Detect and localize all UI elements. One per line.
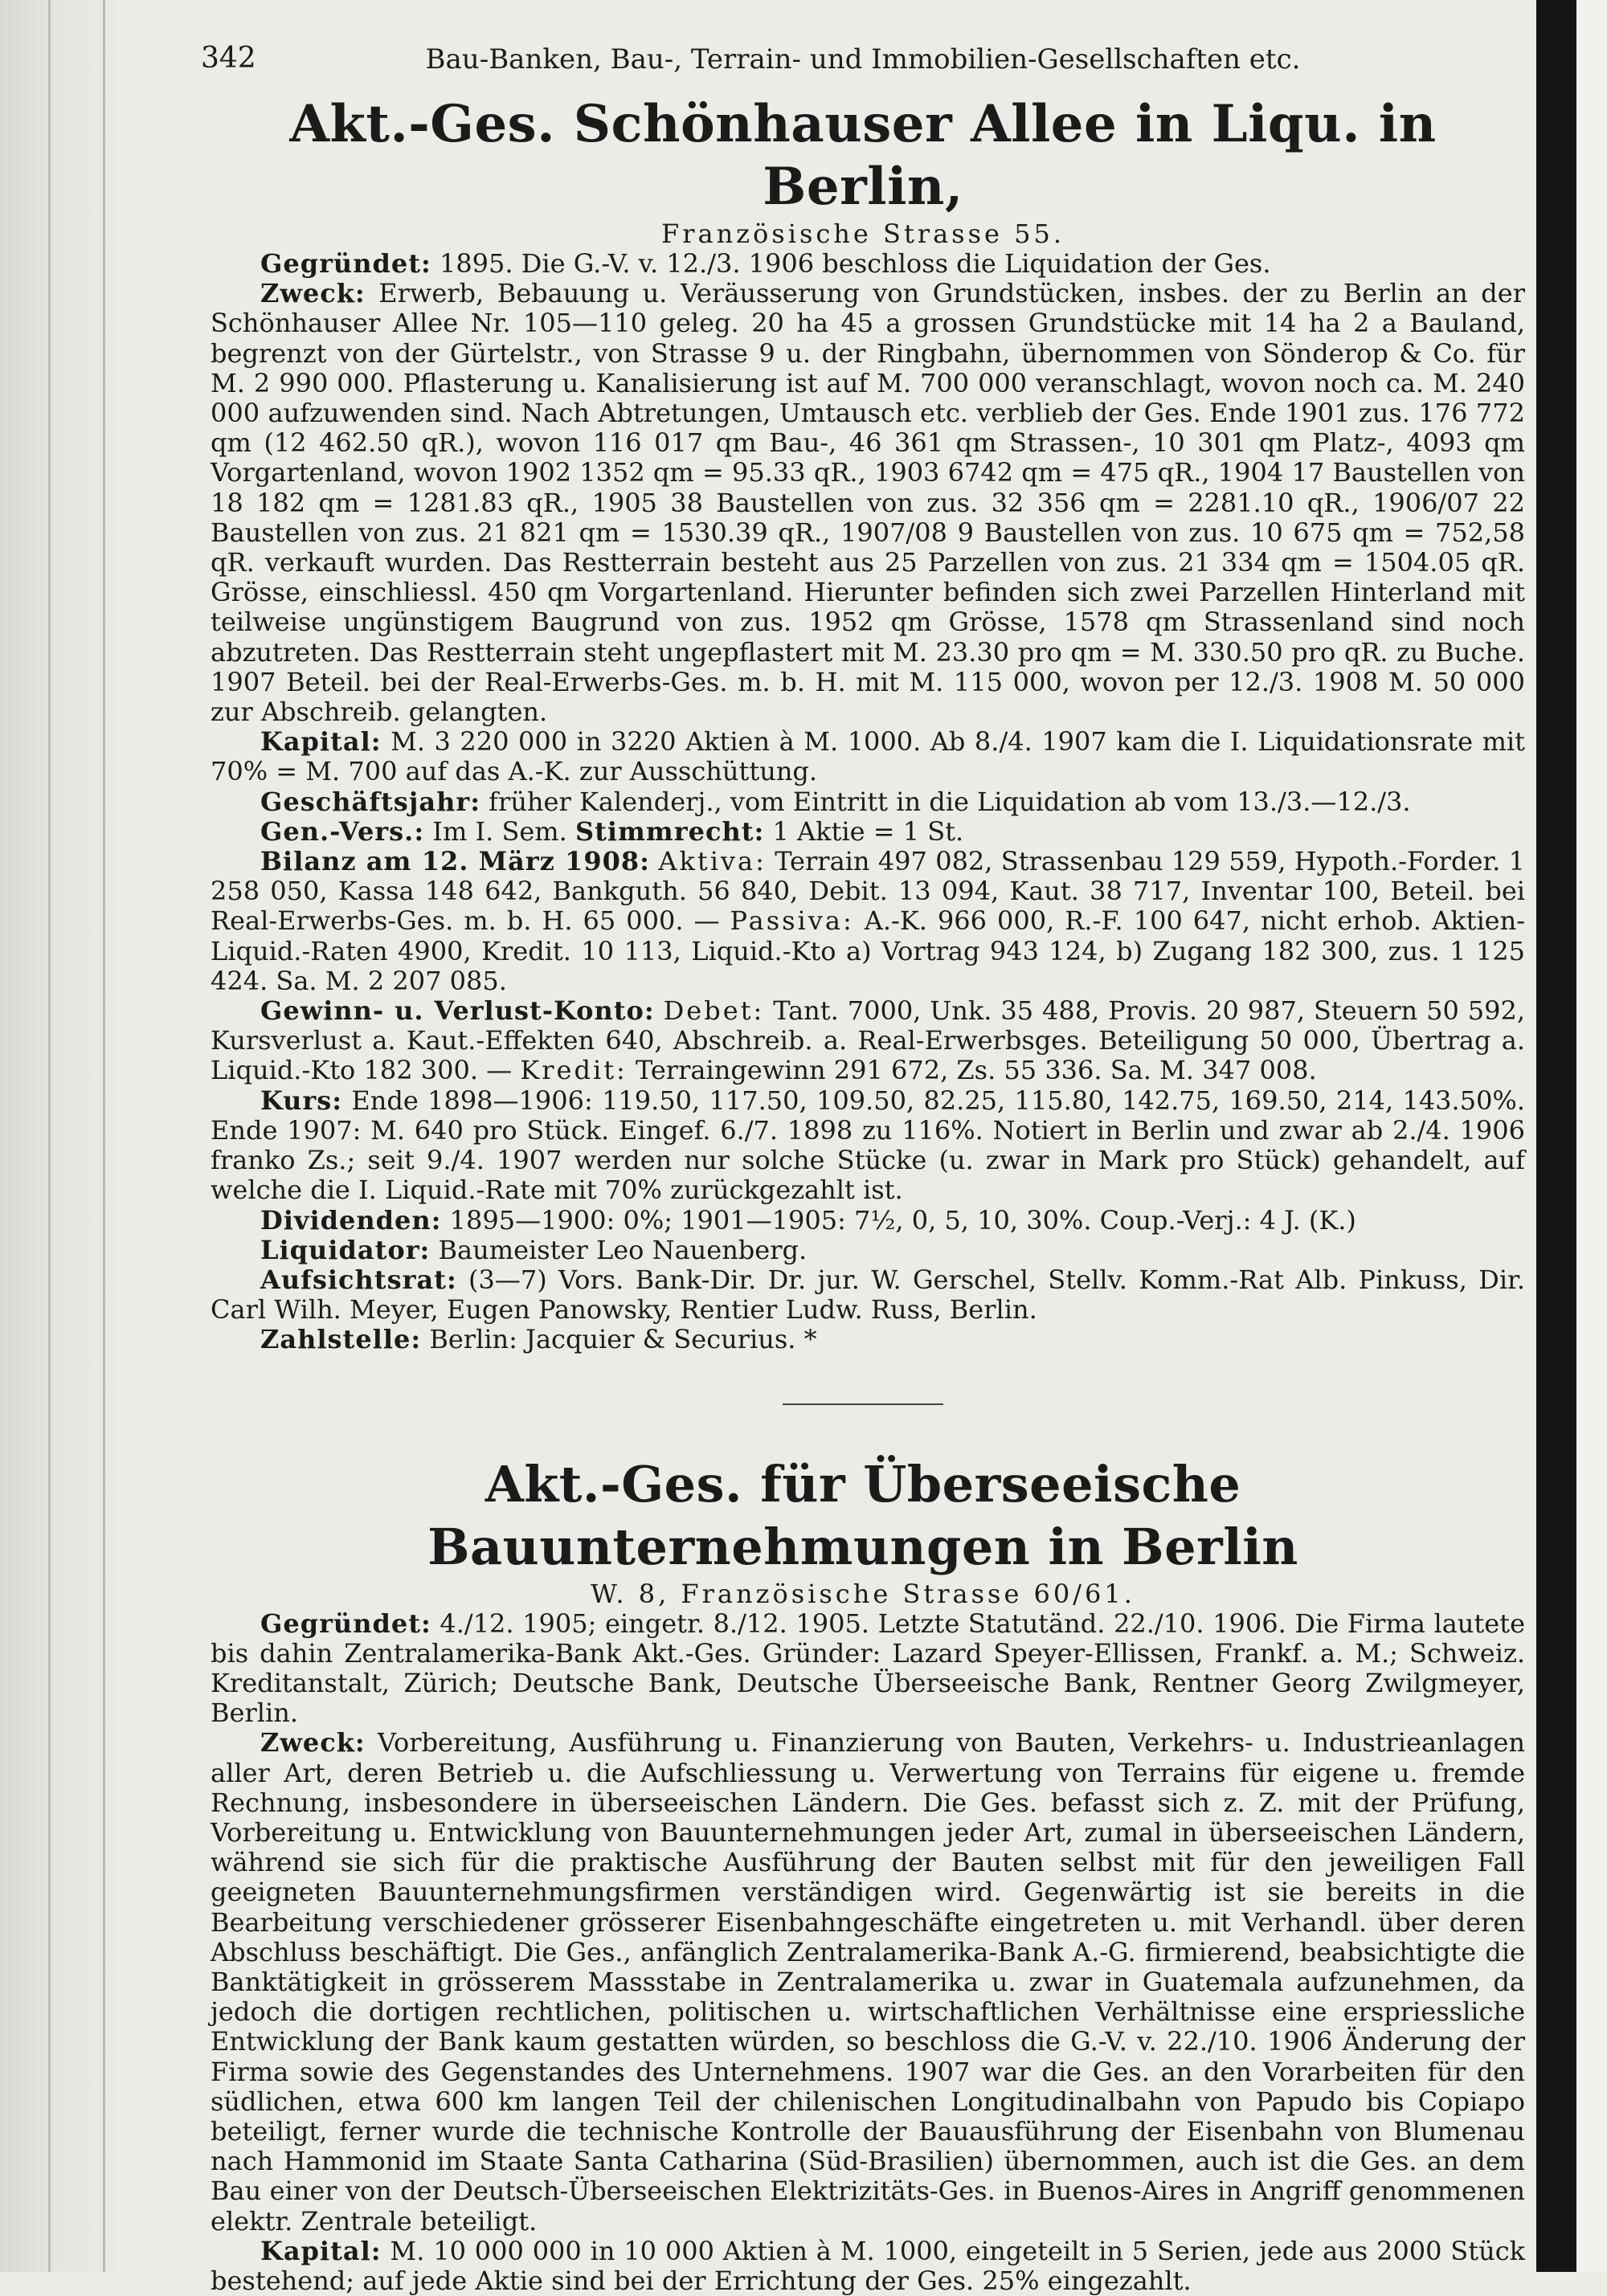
document-page xyxy=(201,31,1525,2296)
section-text: 1895. Die G.-V. v. 12./3. 1906 beschloss die Liquidation der Ges. xyxy=(439,248,1271,279)
section-label: Zweck: xyxy=(260,278,366,309)
aktiva-text: Terrain 497 082, Strassenbau 129 559, Hypoth.-Forder. 1 258 050, Kassa 148 642, Bankguth. 56 840, Debit. 13 094, Kaut. 38 717, Inventar 100, Beteil. bei Real-Erwerbs-Ges. m. b. H. 65 000. — xyxy=(211,846,1526,937)
section-label: Gewinn- u. Verlust-Konto: xyxy=(260,995,655,1027)
section-text: (3—7) Vors. Bank-Dir. Dr. jur. W. Gerschel, Stellv. Komm.-Rat Alb. Pinkuss, Dir. Carl Wilh. Meyer, Eugen Panowsky, Rentier Ludw. Russ, Berlin. xyxy=(211,1264,1526,1326)
section-text: Im I. Sem. xyxy=(432,815,567,847)
section-kapital xyxy=(211,2237,1525,2296)
section-text: Berlin: Jacquier & Securius. * xyxy=(429,1324,817,1355)
kredit-label: Kredit: xyxy=(520,1055,628,1086)
section-label: Dividenden: xyxy=(260,1204,442,1236)
scan-right-shadow xyxy=(1536,0,1576,2272)
section-geschaeftsjahr xyxy=(211,787,1525,817)
section-text: 1 Aktie = 1 St. xyxy=(772,815,964,847)
debet-text: Tant. 7000, Unk. 35 488, Provis. 20 987, Steuern 50 592, Kursverlust a. Kaut.-Effekten 640, Abschreib. a. Real-Erwerbsges. Beteiligung 50 000, Übertrag a. Liquid.-Kto 182 300. — xyxy=(211,995,1525,1086)
company-entry-schoenhauser xyxy=(201,93,1525,1355)
entry-title: Akt.-Ges. Schönhauser Allee in Liqu. in Berlin, xyxy=(289,94,1437,217)
passiva-text: A.-K. 966 000, R.-F. 100 647, nicht erhob. Aktien-Liquid.-Raten 4900, Kredit. 10 113, Liquid.-Kto a) Vortrag 943 124, b) Zugang 182 300, zus. 1 125 424. Sa. M. 2 207 085. xyxy=(211,905,1526,996)
section-label: Kapital: xyxy=(260,2235,382,2266)
section-text: 4./12. 1905; eingetr. 8./12. 1905. Letzte Statutänd. 22./10. 1906. Die Firma lautete bis dahin Zentralamerika-Bank Akt.-Ges. Gründer: Lazard Speyer-Ellissen, Frankf. a. M.; Schweiz. Kreditanstalt, Zürich; Deutsche Bank, Deutsche Überseeische Bank, Rentner Georg Zwilgmeyer, Berlin. xyxy=(211,1608,1526,1729)
section-label: Bilanz am 12. März 1908: xyxy=(260,846,650,877)
scan-margin-rule xyxy=(103,0,105,2272)
section-label: Kapital: xyxy=(260,726,382,758)
section-genvers xyxy=(211,817,1525,847)
section-gewinn xyxy=(211,996,1525,1086)
entry-title: Akt.-Ges. für Überseeische Bauunternehmungen in Berlin xyxy=(427,1454,1298,1576)
section-label: Gegründet: xyxy=(260,1608,431,1639)
scan-margin-rule xyxy=(48,0,51,2272)
entry-address: Französische Strasse 55. xyxy=(660,219,1065,249)
section-kapital xyxy=(211,727,1525,786)
debet-label: Debet: xyxy=(663,995,765,1027)
section-label: Kurs: xyxy=(260,1085,343,1116)
section-label: Stimmrecht: xyxy=(575,815,765,847)
page-number: 342 xyxy=(201,42,256,75)
section-label: Gegründet: xyxy=(260,248,431,279)
section-text: M. 10 000 000 in 10 000 Aktien à M. 1000, eingeteilt in 5 Serien, jede aus 2000 Stück bestehend; auf jede Aktie sind bei der Errichtung der Ges. 25% eingezahlt. xyxy=(211,2235,1526,2296)
running-head xyxy=(201,31,1525,88)
aktiva-label: Aktiva: xyxy=(658,846,767,877)
running-head-title: Bau-Banken, Bau-, Terrain- und Immobilien-Gesellschaften etc. xyxy=(425,43,1301,76)
section-label: Zweck: xyxy=(260,1727,366,1759)
section-text: M. 3 220 000 in 3220 Aktien à M. 1000. Ab 8./4. 1907 kam die I. Liquidationsrate mit 70% = M. 700 auf das A.-K. zur Ausschüttung. xyxy=(211,726,1526,787)
section-gegruendet xyxy=(211,249,1525,279)
section-label: Geschäftsjahr: xyxy=(260,786,480,817)
section-dividenden xyxy=(211,1206,1525,1236)
entry-address: W. 8, Französische Strasse 60/61. xyxy=(591,1578,1135,1609)
section-text: Ende 1898—1906: 119.50, 117.50, 109.50, 82.25, 115.80, 142.75, 169.50, 214, 143.50%. Ende 1907: M. 640 pro Stück. Eingef. 6./7. 1898 zu 116%. Notiert in Berlin und zwar ab 2./4. 1906 franko Zs.; seit 9./4. 1907 werden nur solche Stücke (u. zwar in Mark pro Stück) gehandelt, auf welche die I. Liquid.-Rate mit 70% zurückgezahlt ist. xyxy=(211,1085,1526,1206)
section-text: 1895—1900: 0%; 1901—1905: 7½, 0, 5, 10, 30%. Coup.-Verj.: 4 J. (K.) xyxy=(449,1204,1356,1236)
section-label: Gen.-Vers.: xyxy=(260,815,425,847)
scan-right-edge xyxy=(1576,0,1607,2272)
section-zweck xyxy=(211,279,1525,727)
section-label: Liquidator: xyxy=(260,1234,431,1265)
section-divider xyxy=(783,1403,943,1405)
section-label: Aufsichtsrat: xyxy=(260,1264,457,1295)
passiva-label: Passiva: xyxy=(730,905,854,937)
section-bilanz xyxy=(211,847,1525,996)
section-gegruendet xyxy=(211,1609,1525,1729)
section-text: Vorbereitung, Ausführung u. Finanzierung von Bauten, Verkehrs- u. Industrieanlagen aller Art, deren Betrieb u. die Aufschliessung u. Verwertung von Terrains für eigene u. fremde Rechnung, insbesondere in überseeischen Ländern. Die Ges. befasst sich z. Z. mit der Prüfung, Vorbereitung u. Entwicklung von Bauunternehmungen jeder Art, zumal in überseeischen Ländern, während sie sich für die praktische Ausführung der Bauten selbst mit für den jeweiligen Fall geeigneten Bauunternehmungsfirmen verständigen wird. Gegenwärtig ist sie bereits in die Bearbeitung verschiedener grösserer Eisenbahngeschäfte eingetreten u. mit Verhandl. über deren Abschluss beschäftigt. Die Ges., anfänglich Zentralamerika-Bank A.-G. firmierend, beabsichtigte die Banktätigkeit in grösserem Massstabe in Zentralamerika u. zwar in Guatemala aufzunehmen, da jedoch die dortigen rechtlichen, politischen u. wirtschaftlichen Verhältnisse eine erspriessliche Entwicklung der Bank kaum gestatten würden, so beschloss die G.-V. v. 22./10. 1906 Änderung der Firma sowie des Gegenstandes des Unternehmens. 1907 war die Ges. an den Vorarbeiten für den südlichen, etwa 600 km langen Teil der chilenischen Longitudinalbahn von Papudo bis Copiapo beteiligt, ferner wurde die technische Kontrolle der Bauausführung der Eisenbahn von Blumenau nach Hammonid im Staate Santa Catharina (Süd-Brasilien) übernommen, auch ist die Ges. an dem Bau einer von der Deutsch-Überseeischen Elektrizitäts-Ges. in Buenos-Aires in Angriff genommenen elektr. Zentrale beteiligt. xyxy=(211,1727,1526,2237)
section-kurs xyxy=(211,1086,1525,1206)
company-entry-ueberseeische xyxy=(201,1453,1525,2296)
entry-body xyxy=(201,249,1525,1355)
section-text: früher Kalenderj., vom Eintritt in die Liquidation ab vom 13./3.—12./3. xyxy=(489,786,1411,817)
section-text: Erwerb, Bebauung u. Veräusserung von Grundstücken, insbes. der zu Berlin an der Schönhauser Allee Nr. 105—110 geleg. 20 ha 45 a grossen Grundstücke mit 14 ha 2 a Bauland, begrenzt von der Gürtelstr., von Strasse 9 u. der Ringbahn, übernommen von Sönderop & Co. für M. 2 990 000. Pflasterung u. Kanalisierung ist auf M. 700 000 veranschlagt, wovon noch ca. M. 240 000 aufzuwenden sind. Nach Abtretungen, Umtausch etc. verblieb der Ges. Ende 1901 zus. 176 772 qm (12 462.50 qR.), wovon 116 017 qm Bau-, 46 361 qm Strassen-, 10 301 qm Platz-, 4093 qm Vorgartenland, wovon 1902 1352 qm = 95.33 qR., 1903 6742 qm = 475 qR., 1904 17 Baustellen von 18 182 qm = 1281.83 qR., 1905 38 Baustellen von zus. 32 356 qm = 2281.10 qR., 1906/07 22 Baustellen von zus. 21 821 qm = 1530.39 qR., 1907/08 9 Baustellen von zus. 10 675 qm = 752,58 qR. verkauft wurden. Das Restterrain besteht aus 25 Parzellen von zus. 21 334 qm = 1504.05 qR. Grösse, einschliessl. 450 qm Vorgartenland. Hierunter befinden sich zwei Parzellen Hinterland mit teilweise ungünstigem Baugrund von zus. 1952 qm Grösse, 1578 qm Strassenland sind noch abzutreten. Das Restterrain steht ungepflastert mit M. 23.30 pro qm = M. 330.50 pro qR. zu Buche. 1907 Beteil. bei der Real-Erwerbs-Ges. m. b. H. mit M. 115 000, wovon per 12./3. 1908 M. 50 000 zur Abschreib. gelangten. xyxy=(211,278,1526,728)
section-label: Zahlstelle: xyxy=(260,1324,422,1355)
section-zweck xyxy=(211,1728,1525,2236)
entry-body xyxy=(201,1609,1525,2296)
section-liquidator xyxy=(211,1236,1525,1265)
section-zahlstelle xyxy=(211,1325,1525,1354)
kredit-text: Terraingewinn 291 672, Zs. 55 336. Sa. M. 347 008. xyxy=(636,1055,1317,1086)
section-text: Baumeister Leo Nauenberg. xyxy=(438,1234,808,1265)
section-aufsichtsrat xyxy=(211,1265,1525,1325)
